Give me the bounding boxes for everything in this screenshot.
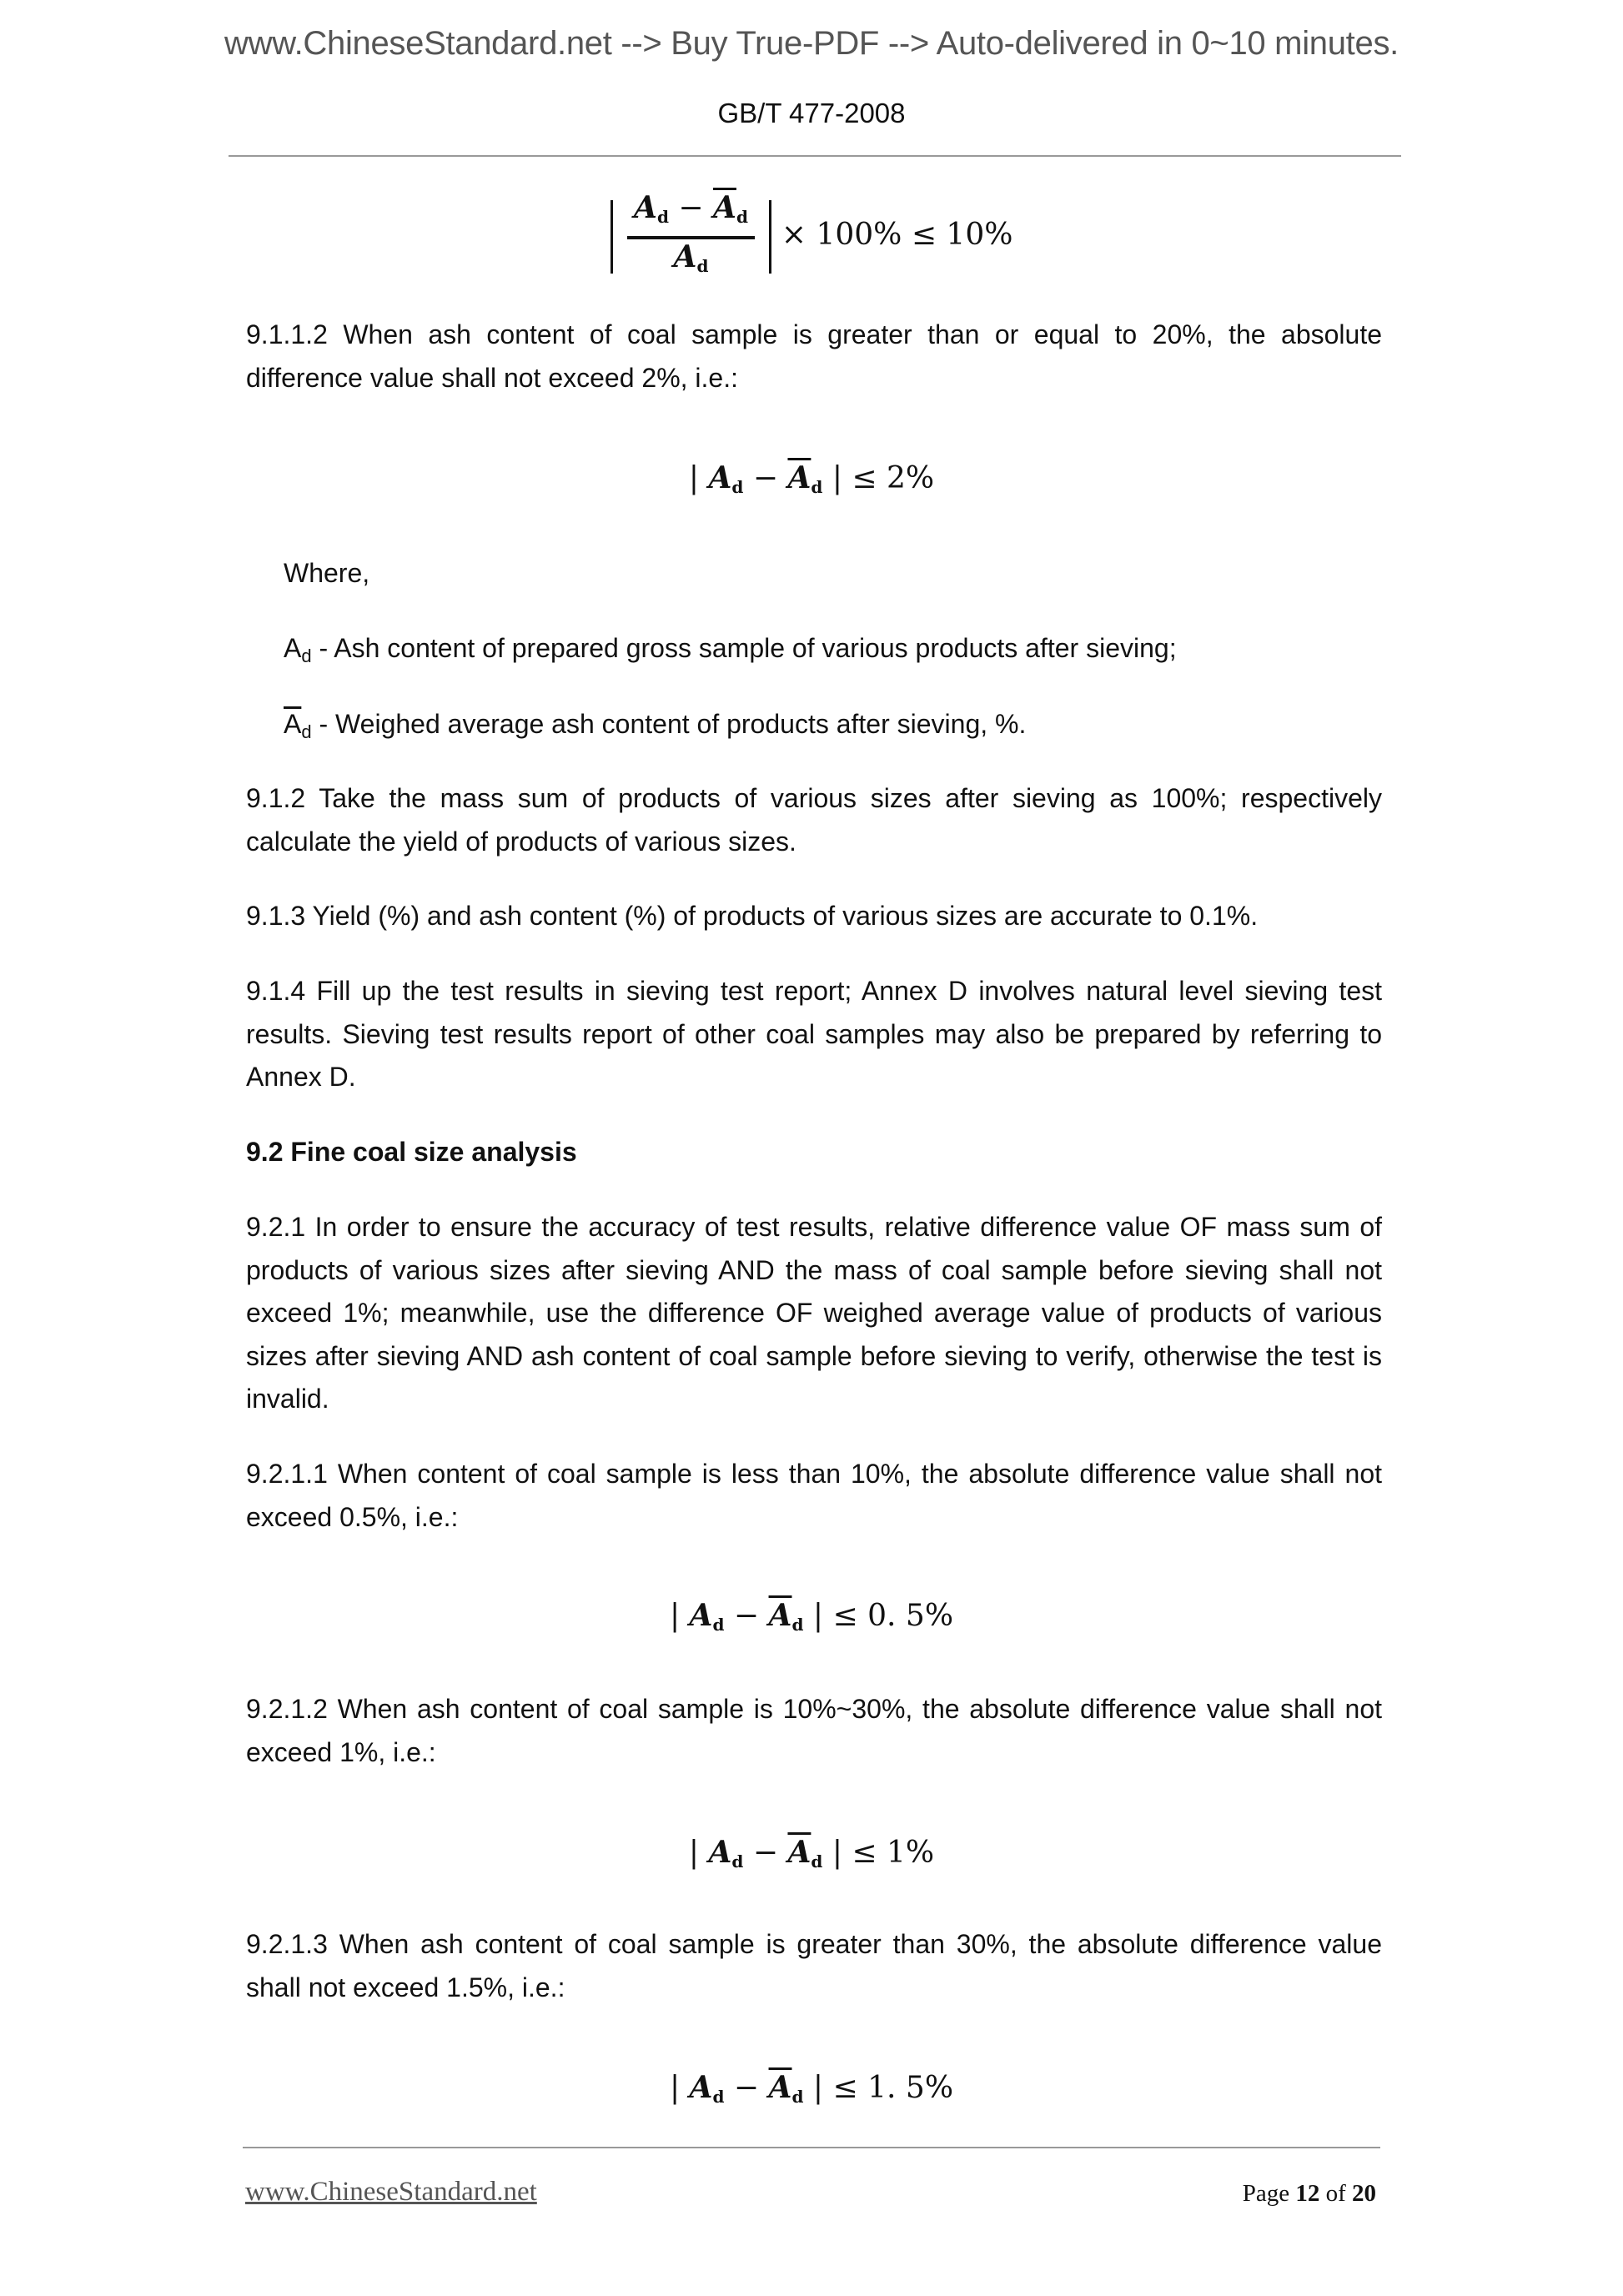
clause-9-2-1-3: 9.2.1.3 When ash content of coal sample is greater than 30%, the absolute difference value shall not exceed 1.5%, i.e.:	[246, 1929, 1382, 2002]
abs-bar-right	[769, 200, 771, 274]
footer-site-link[interactable]: www.ChineseStandard.net	[245, 2177, 537, 2207]
definition-ad: Ad - Ash content of prepared gross sample of various products after sieving;	[284, 633, 1177, 666]
page-number: Page 12 of 20	[1242, 2180, 1376, 2207]
fraction-denominator: $A_d$	[673, 239, 709, 276]
formula-abs-diff-1-5: | $A_d - \overline{A}_d$ | ≤ 1. 5%	[669, 2070, 954, 2107]
where-label: Where,	[284, 558, 370, 588]
clause-9-2-1-2: 9.2.1.2 When ash content of coal sample is 10%~30%, the absolute difference value shall not exceed 1%, i.e.:	[246, 1694, 1382, 1767]
footer-divider	[243, 2147, 1380, 2148]
formula-relative-difference	[0, 190, 1623, 284]
fraction-numerator: $A_d - \overline{A}_d$	[627, 190, 755, 239]
site-banner: www.ChineseStandard.net --> Buy True-PDF --> Auto-delivered in 0~10 minutes.	[224, 25, 1399, 62]
section-heading-9-2: 9.2 Fine coal size analysis	[246, 1137, 577, 1167]
definition-ad-bar: $\overline{A}d$ - Weighed average ash content of products after sieving, %.	[284, 709, 1027, 742]
clause-9-1-3: 9.1.3 Yield (%) and ash content (%) of products of various sizes are accurate to 0.1%.	[246, 901, 1259, 931]
abs-bar-left	[611, 200, 613, 274]
formula-rhs: × 100% ≤ 10%	[781, 218, 1013, 252]
header-divider	[229, 155, 1401, 157]
clause-9-2-1: 9.2.1 In order to ensure the accuracy of test results, relative difference value OF mass sum of products of various sizes after sieving AND the mass of coal sample before sieving shall not exceed 1%; meanwhile, use the difference OF weighed average value of products of various sizes after sieving AND ash content of coal sample before sieving to verify, otherwise the test is invalid.	[246, 1212, 1382, 1414]
fraction	[627, 190, 755, 284]
clause-9-2-1-1: 9.2.1.1 When content of coal sample is less than 10%, the absolute difference value shall not exceed 0.5%, i.e.:	[246, 1459, 1382, 1532]
formula-abs-diff-2: | $A_d - \overline{A}_d$ | ≤ 2%	[688, 460, 935, 497]
formula-abs-diff-0-5: | $A_d - \overline{A}_d$ | ≤ 0. 5%	[669, 1598, 954, 1635]
clause-9-1-1-2: 9.1.1.2 When ash content of coal sample is greater than or equal to 20%, the absolute difference value shall not exceed 2%, i.e.:	[246, 319, 1382, 393]
clause-9-1-4: 9.1.4 Fill up the test results in sieving test report; Annex D involves natural level sieving test results. Sieving test results report of other coal samples may also be prepared by referring to Annex D.	[246, 976, 1382, 1092]
clause-9-1-2: 9.1.2 Take the mass sum of products of various sizes after sieving as 100%; respectively calculate the yield of products of various sizes.	[246, 783, 1382, 857]
formula-abs-diff-1: | $A_d - \overline{A}_d$ | ≤ 1%	[688, 1835, 935, 1871]
standard-code: GB/T 477-2008	[717, 98, 906, 128]
